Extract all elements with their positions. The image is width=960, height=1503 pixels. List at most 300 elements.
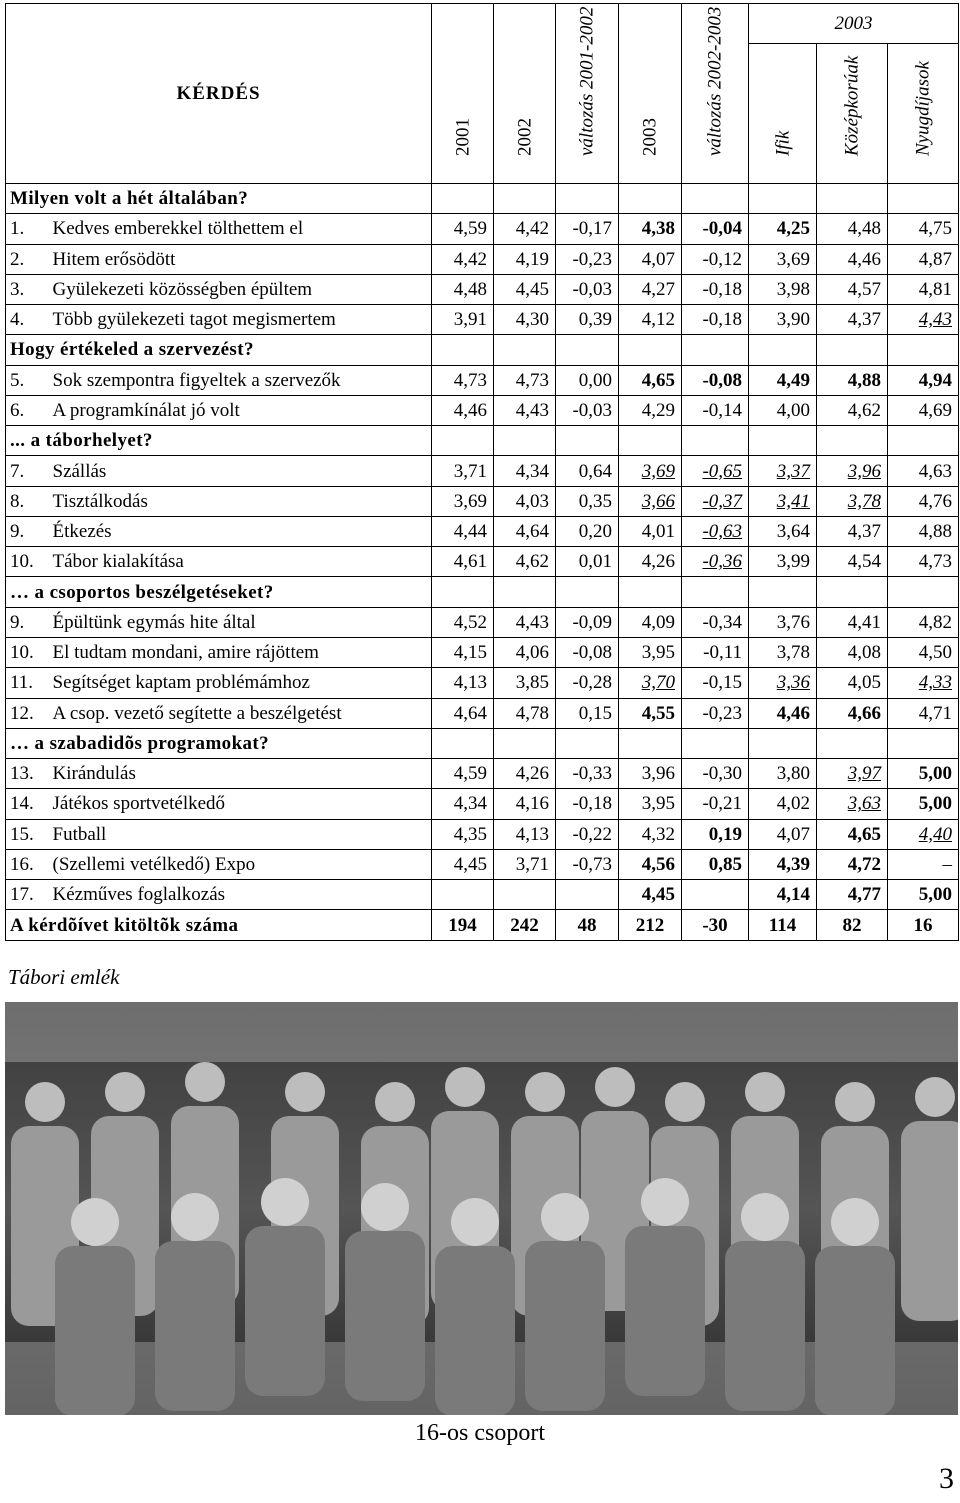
question-text: Tábor kialakítása [51, 547, 432, 577]
value: 4,64 [453, 702, 488, 724]
value: 4,63 [918, 460, 953, 482]
value-cell [749, 395, 817, 425]
question-text: El tudtam mondani, amire rájöttem [51, 637, 432, 667]
value-cell [749, 637, 817, 667]
value: 4,88 [918, 521, 953, 543]
empty-cell [494, 577, 556, 607]
value: -0,30 [702, 763, 743, 785]
value: 4,72 [847, 853, 882, 875]
person-body [901, 1121, 958, 1321]
table-row [6, 759, 959, 789]
value-cell [682, 668, 749, 698]
value-cell [494, 244, 556, 274]
person-body [625, 1226, 705, 1396]
value: 3,98 [776, 278, 811, 300]
value: 3,69 [453, 490, 488, 512]
empty-cell [432, 728, 494, 758]
value-cell [556, 547, 619, 577]
question-text: Kedves emberekkel tölthettem el [51, 214, 432, 244]
table-row [6, 486, 959, 516]
value: -0,08 [572, 642, 613, 664]
question-text: Segítséget kaptam problémámhoz [51, 668, 432, 698]
value: 5,00 [918, 763, 953, 785]
value-cell [556, 637, 619, 667]
value: 4,64 [515, 521, 550, 543]
value: 4,38 [641, 218, 676, 240]
value-cell [888, 305, 959, 335]
value: 0,85 [708, 853, 743, 875]
empty-cell [432, 184, 494, 214]
empty-cell [817, 577, 888, 607]
value: 4,05 [847, 672, 882, 694]
person-head [105, 1072, 145, 1112]
value-cell [749, 759, 817, 789]
value-cell [556, 819, 619, 849]
empty-cell [432, 335, 494, 365]
value-cell [556, 486, 619, 516]
value-cell [494, 274, 556, 304]
value: 4,32 [641, 823, 676, 845]
person-head [185, 1062, 225, 1102]
value: -0,12 [702, 248, 743, 270]
table-row [6, 305, 959, 335]
person-head [741, 1193, 789, 1241]
value-cell [817, 547, 888, 577]
value: 3,76 [776, 611, 811, 633]
value-cell [817, 880, 888, 910]
column-header-label: Középkorúak [841, 55, 863, 156]
value: 4,44 [453, 521, 488, 543]
value-cell [556, 849, 619, 879]
empty-cell [494, 335, 556, 365]
section-label: … a csoportos beszélgetéseket? [6, 577, 432, 607]
value-cell [888, 486, 959, 516]
empty-cell [494, 184, 556, 214]
value-cell [682, 849, 749, 879]
value-cell [682, 516, 749, 546]
value-cell [494, 547, 556, 577]
empty-cell [556, 728, 619, 758]
person-body [525, 1241, 605, 1411]
value: 4,56 [641, 853, 676, 875]
empty-cell [817, 184, 888, 214]
value: 4,37 [847, 521, 882, 543]
value: 3,85 [515, 672, 550, 694]
value-cell [494, 486, 556, 516]
question-text: Játékos sportvetélkedő [51, 789, 432, 819]
value: 4,48 [453, 278, 488, 300]
value: -0,18 [572, 793, 613, 815]
row-number: 12. [6, 698, 51, 728]
empty-cell [619, 577, 682, 607]
value-cell [749, 698, 817, 728]
survey-table [5, 3, 959, 941]
value-cell [619, 486, 682, 516]
value-cell [682, 607, 749, 637]
empty-cell [494, 426, 556, 456]
value-cell [749, 456, 817, 486]
group-header: 2003 [749, 4, 959, 44]
question-text: A programkínálat jó volt [51, 395, 432, 425]
value: 4,65 [847, 823, 882, 845]
value: 0,15 [578, 702, 613, 724]
value-cell [888, 516, 959, 546]
value: -0,33 [572, 763, 613, 785]
value: 4,57 [847, 278, 882, 300]
value: 4,77 [847, 884, 882, 906]
value: 4,52 [453, 611, 488, 633]
value-cell [817, 819, 888, 849]
question-text: Kirándulás [51, 759, 432, 789]
value: -0,21 [702, 793, 743, 815]
value-cell [556, 456, 619, 486]
value: 4,62 [847, 399, 882, 421]
column-header-label: 2001 [452, 118, 474, 156]
value-cell [556, 274, 619, 304]
empty-cell [619, 335, 682, 365]
value-cell [619, 637, 682, 667]
empty-cell [556, 184, 619, 214]
value: 4,88 [847, 369, 882, 391]
value: 3,96 [641, 763, 676, 785]
person-head [375, 1082, 415, 1122]
person-head [71, 1198, 119, 1246]
value: 4,07 [641, 248, 676, 270]
empty-cell [749, 335, 817, 365]
value: -0,18 [702, 278, 743, 300]
column-header-label: Ifik [772, 130, 794, 156]
value: 4,61 [453, 551, 488, 573]
row-number: 4. [6, 305, 51, 335]
question-text: Épültünk egymás hite által [51, 607, 432, 637]
value-cell [432, 789, 494, 819]
value-cell [619, 698, 682, 728]
person-body [435, 1246, 515, 1415]
value: 3,91 [453, 309, 488, 331]
footer-label: A kérdõívet kitöltõk száma [6, 910, 432, 941]
value: -0,17 [572, 218, 613, 240]
value: 4,54 [847, 551, 882, 573]
value-cell [556, 365, 619, 395]
value: 0,35 [578, 490, 613, 512]
value: 5,00 [918, 793, 953, 815]
value: 3,69 [776, 248, 811, 270]
value-cell [888, 668, 959, 698]
value-cell [432, 759, 494, 789]
empty-cell [888, 728, 959, 758]
column-header [432, 4, 494, 184]
row-number: 14. [6, 789, 51, 819]
value-cell [619, 244, 682, 274]
section-label: Milyen volt a hét általában? [6, 184, 432, 214]
photo-caption: 16-os csoport [415, 1420, 545, 1446]
value-cell [817, 305, 888, 335]
column-header [817, 44, 888, 184]
value: -0,36 [702, 551, 743, 573]
value-cell [682, 274, 749, 304]
value: 4,73 [918, 551, 953, 573]
row-number: 6. [6, 395, 51, 425]
value-cell [494, 365, 556, 395]
value: 4,42 [515, 218, 550, 240]
value-cell [749, 274, 817, 304]
value: 4,87 [918, 248, 953, 270]
footer-value: 82 [817, 910, 888, 941]
value-cell [432, 607, 494, 637]
value: 4,45 [515, 278, 550, 300]
value: 4,46 [776, 702, 811, 724]
question-text: (Szellemi vetélkedő) Expo [51, 849, 432, 879]
person-head [541, 1193, 589, 1241]
value-cell [682, 547, 749, 577]
person-body [725, 1241, 805, 1411]
row-number: 1. [6, 214, 51, 244]
value: 4,12 [641, 309, 676, 331]
value-cell [619, 365, 682, 395]
value-cell [619, 819, 682, 849]
value: 4,13 [515, 823, 550, 845]
empty-cell [888, 577, 959, 607]
value: -0,03 [572, 399, 613, 421]
footer-value: 212 [619, 910, 682, 941]
table-row [6, 789, 959, 819]
value: -0,34 [702, 611, 743, 633]
value-cell [888, 244, 959, 274]
section-label: … a szabadidõs programokat? [6, 728, 432, 758]
value: 0,01 [578, 551, 613, 573]
value-cell [888, 849, 959, 879]
section-row [6, 728, 959, 758]
value-cell [682, 486, 749, 516]
person-head [261, 1178, 309, 1226]
value: 4,01 [641, 521, 676, 543]
value-cell [749, 547, 817, 577]
empty-cell [749, 184, 817, 214]
question-text: Tisztálkodás [51, 486, 432, 516]
value-cell [682, 305, 749, 335]
value: 3,90 [776, 309, 811, 331]
value: 4,33 [918, 672, 953, 694]
value: 4,41 [847, 611, 882, 633]
empty-cell [682, 426, 749, 456]
value: 0,20 [578, 521, 613, 543]
value-cell [494, 759, 556, 789]
value-cell [619, 456, 682, 486]
value: 4,29 [641, 399, 676, 421]
table-row [6, 365, 959, 395]
empty-cell [556, 426, 619, 456]
value: 4,35 [453, 823, 488, 845]
value: 4,19 [515, 248, 550, 270]
value: 4,00 [776, 399, 811, 421]
value: 5,00 [918, 884, 953, 906]
value-cell [888, 607, 959, 637]
value: 0,00 [578, 369, 613, 391]
value: 4,81 [918, 278, 953, 300]
empty-cell [888, 426, 959, 456]
value-cell [556, 214, 619, 244]
row-number: 7. [6, 456, 51, 486]
empty-cell [888, 184, 959, 214]
value: 4,46 [453, 399, 488, 421]
question-text: Hitem erősödött [51, 244, 432, 274]
value: 4,94 [918, 369, 953, 391]
value-cell [817, 698, 888, 728]
value-cell [682, 244, 749, 274]
table-row [6, 668, 959, 698]
empty-cell [619, 728, 682, 758]
empty-cell [817, 335, 888, 365]
person-body [245, 1226, 325, 1396]
table-row [6, 849, 959, 879]
row-number: 8. [6, 486, 51, 516]
value: 4,09 [641, 611, 676, 633]
value: 4,73 [515, 369, 550, 391]
value-cell [619, 547, 682, 577]
table-row [6, 274, 959, 304]
value: 4,62 [515, 551, 550, 573]
value: 4,69 [918, 399, 953, 421]
value-cell [432, 819, 494, 849]
value-cell [432, 849, 494, 879]
value-cell [494, 395, 556, 425]
value: 4,49 [776, 369, 811, 391]
empty-cell [888, 335, 959, 365]
person-head [745, 1072, 785, 1112]
column-header [619, 4, 682, 184]
person-head [641, 1178, 689, 1226]
value-cell [556, 516, 619, 546]
empty-cell [619, 426, 682, 456]
person-body [345, 1231, 425, 1401]
table-row [6, 456, 959, 486]
column-header-label: 2002 [514, 118, 536, 156]
value-cell [432, 486, 494, 516]
value: -0,14 [702, 399, 743, 421]
value-cell [888, 274, 959, 304]
question-text: Étkezés [51, 516, 432, 546]
table-row [6, 516, 959, 546]
value-cell [619, 274, 682, 304]
value-cell [749, 244, 817, 274]
section-row [6, 184, 959, 214]
column-header [682, 4, 749, 184]
value-cell [494, 789, 556, 819]
value: 3,64 [776, 521, 811, 543]
value: 4,15 [453, 642, 488, 664]
value-cell [888, 819, 959, 849]
value: -0,18 [702, 309, 743, 331]
value-cell [817, 607, 888, 637]
section-label: ... a táborhelyet? [6, 426, 432, 456]
value-cell [888, 456, 959, 486]
photo-title: Tábori emlék [8, 965, 120, 989]
value: 3,78 [847, 490, 882, 512]
value: 4,34 [453, 793, 488, 815]
row-number: 10. [6, 547, 51, 577]
value: 4,26 [641, 551, 676, 573]
value-cell [494, 668, 556, 698]
value-cell [682, 214, 749, 244]
footer-value: 16 [888, 910, 959, 941]
value-cell [432, 274, 494, 304]
value: 3,78 [776, 642, 811, 664]
question-text: Sok szempontra figyeltek a szervezők [51, 365, 432, 395]
group-photo [5, 1002, 958, 1415]
value-cell [817, 395, 888, 425]
value: 4,37 [847, 309, 882, 331]
value-cell [888, 395, 959, 425]
empty-cell [682, 728, 749, 758]
person-body [815, 1246, 895, 1415]
row-number: 17. [6, 880, 51, 910]
empty-cell [556, 335, 619, 365]
value: 4,07 [776, 823, 811, 845]
person-body [155, 1241, 235, 1411]
value-cell [556, 880, 619, 910]
empty-cell [749, 728, 817, 758]
section-row [6, 335, 959, 365]
value-cell [494, 880, 556, 910]
value-cell [432, 668, 494, 698]
person-head [595, 1067, 635, 1107]
value: 4,16 [515, 793, 550, 815]
table-row [6, 607, 959, 637]
value: 3,69 [641, 460, 676, 482]
row-number: 3. [6, 274, 51, 304]
value: 4,27 [641, 278, 676, 300]
value-cell [817, 274, 888, 304]
value-cell [494, 849, 556, 879]
value: 4,43 [515, 611, 550, 633]
person-head [525, 1072, 565, 1112]
value: 4,34 [515, 460, 550, 482]
page-number: 3 [939, 1462, 954, 1495]
row-number: 2. [6, 244, 51, 274]
value: 3,63 [847, 793, 882, 815]
person-head [665, 1082, 705, 1122]
row-number: 11. [6, 668, 51, 698]
person-head [361, 1183, 409, 1231]
value: -0,63 [702, 521, 743, 543]
value-cell [432, 880, 494, 910]
value: 0,64 [578, 460, 613, 482]
person-head [285, 1072, 325, 1112]
value-cell [888, 547, 959, 577]
value: -0,15 [702, 672, 743, 694]
value: 4,45 [453, 853, 488, 875]
question-text: Futball [51, 819, 432, 849]
empty-cell [817, 728, 888, 758]
value: 3,95 [641, 793, 676, 815]
person-head [171, 1193, 219, 1241]
value-cell [494, 637, 556, 667]
value-cell [619, 214, 682, 244]
value: 4,55 [641, 702, 676, 724]
value: 4,76 [918, 490, 953, 512]
person-head [915, 1077, 955, 1117]
value: -0,08 [702, 369, 743, 391]
value-cell [682, 880, 749, 910]
value-cell [817, 759, 888, 789]
value-cell [494, 607, 556, 637]
value-cell [494, 698, 556, 728]
empty-cell [432, 577, 494, 607]
value-cell [432, 516, 494, 546]
empty-cell [817, 426, 888, 456]
value: 3,36 [776, 672, 811, 694]
value-cell [888, 789, 959, 819]
